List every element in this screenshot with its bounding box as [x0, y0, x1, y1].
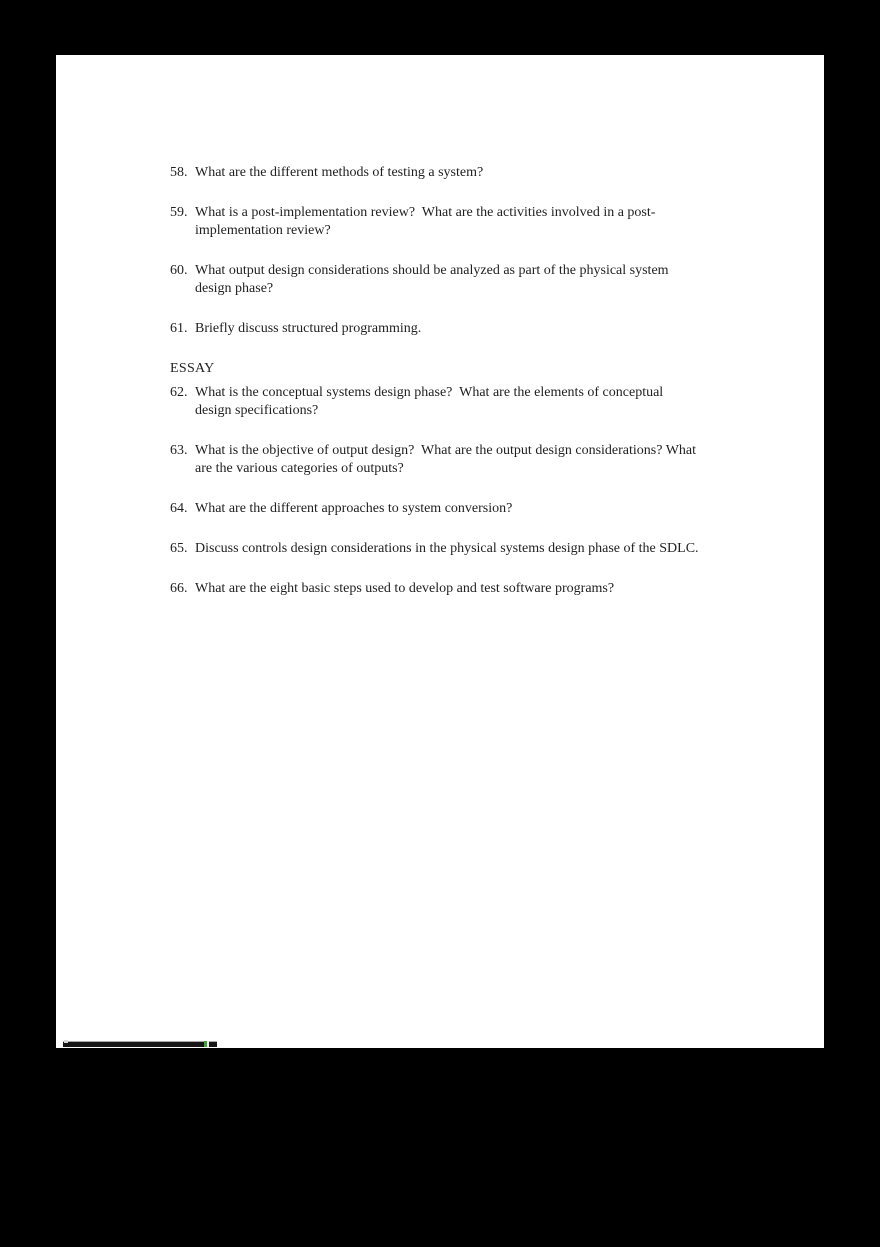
question-text: What are the eight basic steps used to develop and test software programs?: [195, 581, 615, 596]
question-number: 63.: [170, 443, 188, 458]
clipped-window-edge-artifact: [63, 1041, 217, 1047]
question-item-60: [170, 262, 704, 298]
artifact-white-tick: [207, 1041, 209, 1047]
question-number: 66.: [170, 581, 188, 596]
question-text: Briefly discuss structured programming.: [195, 321, 422, 336]
question-text: What are the different methods of testing a system?: [195, 165, 484, 180]
question-text: What is the objective of output design? What are the output design considerations? What are the various categories of outputs?: [195, 443, 700, 476]
question-number: 60.: [170, 263, 188, 278]
question-text: What output design considerations should be analyzed as part of the physical system design phase?: [195, 263, 673, 296]
essay-section-heading: ESSAY: [170, 361, 215, 376]
question-number: 61.: [170, 321, 188, 336]
question-item-64: [170, 500, 704, 518]
question-number: 62.: [170, 385, 188, 400]
question-text: Discuss controls design considerations in the physical systems design phase of the SDLC.: [195, 541, 699, 556]
question-text: What is the conceptual systems design phase? What are the elements of conceptual design specifications?: [195, 385, 667, 418]
question-item-66: [170, 580, 704, 598]
question-item-65: [170, 540, 704, 558]
question-number: 64.: [170, 501, 188, 516]
question-number: 58.: [170, 165, 188, 180]
question-list: [170, 164, 704, 620]
question-item-58: [170, 164, 704, 182]
artifact-left-dot: [64, 1040, 68, 1043]
question-item-63: [170, 442, 704, 478]
document-page: [56, 55, 824, 1048]
question-text: What is a post-implementation review? What are the activities involved in a post-implementation review?: [195, 205, 656, 238]
question-item-62: [170, 384, 704, 420]
question-item-59: [170, 204, 704, 240]
question-item-61: [170, 320, 704, 338]
question-number: 59.: [170, 205, 188, 220]
question-number: 65.: [170, 541, 188, 556]
question-text: What are the different approaches to system conversion?: [195, 501, 513, 516]
